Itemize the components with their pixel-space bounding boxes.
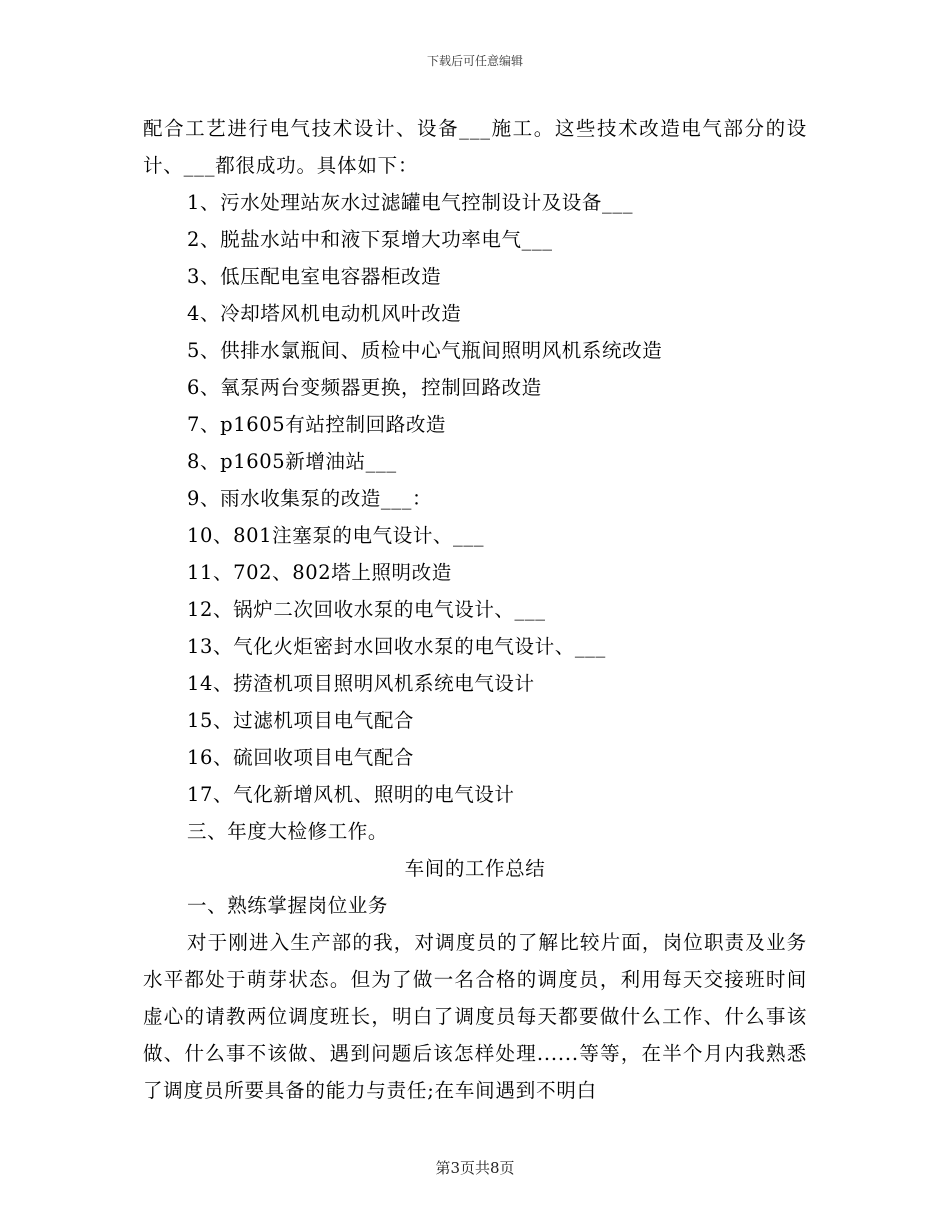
list-item: 8、p1605新增油站___ [187,450,397,473]
list-item: 3、低压配电室电容器柜改造 [187,265,442,288]
list-item: 1、污水处理站灰水过滤罐电气控制设计及设备___ [187,191,634,214]
list-item: 15、过滤机项目电气配合 [187,709,415,732]
section-heading: 三、年度大检修工作。 [187,820,389,843]
subheading: 一、熟练掌握岗位业务 [187,894,389,917]
project-list [143,184,807,850]
page-header: 下载后可任意编辑 [426,54,523,68]
list-item: 7、p1605有站控制回路改造 [187,413,447,436]
document-body [143,110,807,1109]
list-item: 11、702、802塔上照明改造 [187,561,452,584]
list-item: 13、气化火炬密封水回收水泵的电气设计、___ [187,635,606,658]
list-item: 4、冷却塔风机电动机风叶改造 [187,302,462,325]
list-item: 6、氧泵两台变频器更换，控制回路改造 [187,376,542,399]
section-title: 车间的工作总结 [404,857,546,880]
list-item: 10、801注塞泵的电气设计、___ [187,524,485,547]
body-paragraph: 对于刚进入生产部的我，对调度员的了解比较片面，岗位职责及业务水平都处于萌芽状态。但为了做一名合格的调度员，利用每天交接班时间虚心的请教两位调度班长，明白了调度员每天都要做什么工作、什么事该做、什么事不该做、遇到问题后该怎样处理......等等，在半个月内我熟悉了调度员所要具备的能力与责任;在车间遇到不明白 [143,931,807,1102]
list-item: 14、捞渣机项目照明风机系统电气设计 [187,672,535,695]
page-footer: 第3页共8页 [435,1159,515,1177]
list-item: 12、锅炉二次回收水泵的电气设计、___ [187,598,546,621]
list-item: 17、气化新增风机、照明的电气设计 [187,783,515,806]
intro-paragraph: 配合工艺进行电气技术设计、设备___施工。这些技术改造电气部分的设计、___都很成功。具体如下： [143,117,807,177]
list-item: 16、硫回收项目电气配合 [187,746,415,769]
list-item: 9、雨水收集泵的改造___： [187,487,433,510]
list-item: 5、供排水氯瓶间、质检中心气瓶间照明风机系统改造 [187,339,663,362]
list-item: 2、脱盐水站中和液下泵增大功率电气___ [187,228,553,251]
